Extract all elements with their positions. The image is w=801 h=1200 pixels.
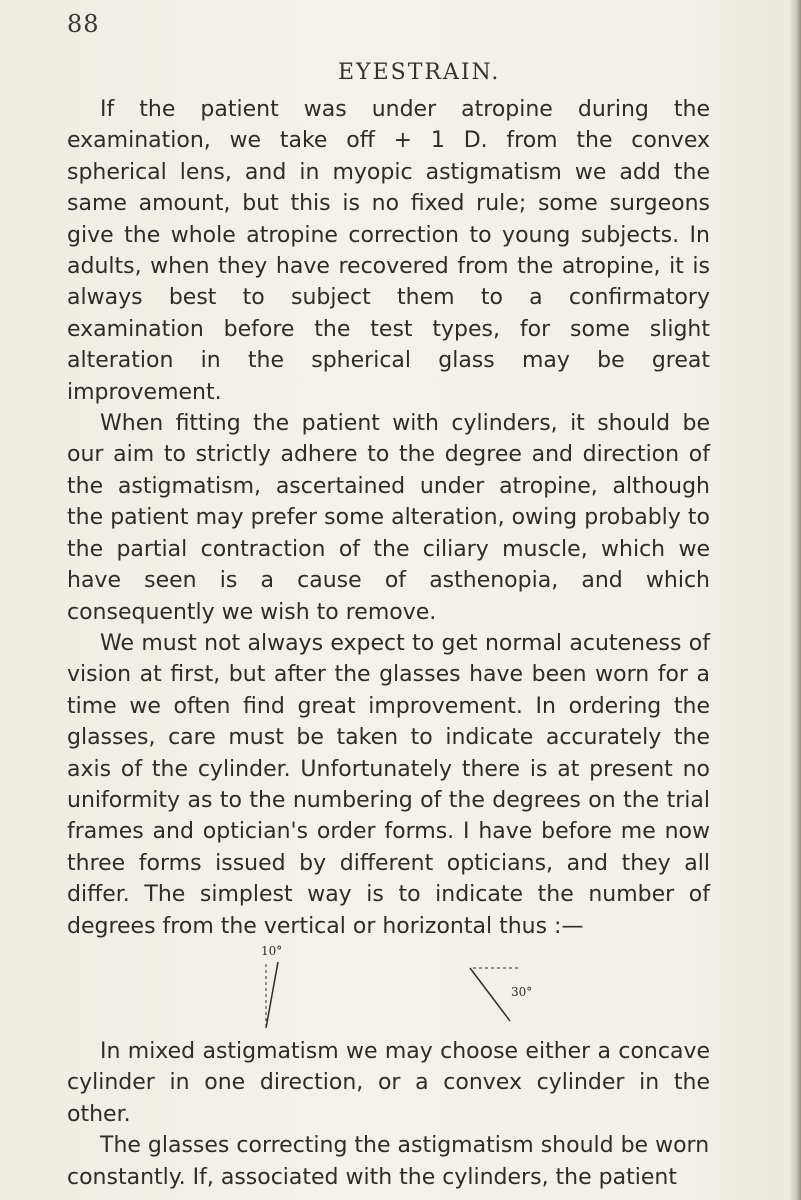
axis-diagram: [67, 942, 710, 1036]
running-head: EYESTRAIN.: [338, 60, 501, 85]
right-axis-line: [470, 968, 510, 1021]
left-figure-label: 10°: [261, 943, 283, 958]
paragraph-4: In mixed astigmatism we may choose either a concave cylinder in one direction, or a convex cylinder in the other.: [67, 1038, 710, 1127]
paragraph-3: We must not always expect to get normal acuteness of vision at first, but after the glasses have been worn for a time we often find great improvement. In ordering the glasses, care must be taken to indicate accurately the axis of the cylinder. Unfortunately there is at present no uniformity as to the numbering of the degrees on the trial frames and optician's order forms. I have before me now three forms issued by different opticians, and they all differ. The simplest way is to indicate the number of degrees from the vertical or horizontal thus :—: [67, 630, 710, 939]
right-figure-label: 30°: [511, 984, 533, 999]
left-axis-line: [266, 962, 278, 1028]
paragraph-5: The glasses correcting the astigmatism should be worn constantly. If, associated with the cylinders, the patient: [67, 1133, 710, 1190]
paragraph-1: If the patient was under atropine during the examination, we take off + 1 D. from the convex spherical lens, and in myopic astigmatism we add the same amount, but this is no fixed rule; some surgeons give the whole atropine correction to young subjects. In adults, when they have recovered from the atropine, it is always best to subject them to a confirmatory examination before the test types, for some slight alteration in the spherical glass may be great improvement.: [67, 97, 710, 405]
axis-figures: [67, 942, 710, 1036]
page-edge-shadow: [789, 0, 801, 1200]
paragraph-2: When fitting the patient with cylinders, it should be our aim to strictly adhere to the degree and direction of the astigmatism, ascertained under atropine, although the patient may prefer some alteration, owing probably to the partial contraction of the ciliary muscle, which we have seen is a cause of asthenopia, and which consequently we wish to remove.: [67, 411, 710, 625]
body-text: [67, 94, 710, 1193]
page-number: 88: [67, 10, 100, 38]
